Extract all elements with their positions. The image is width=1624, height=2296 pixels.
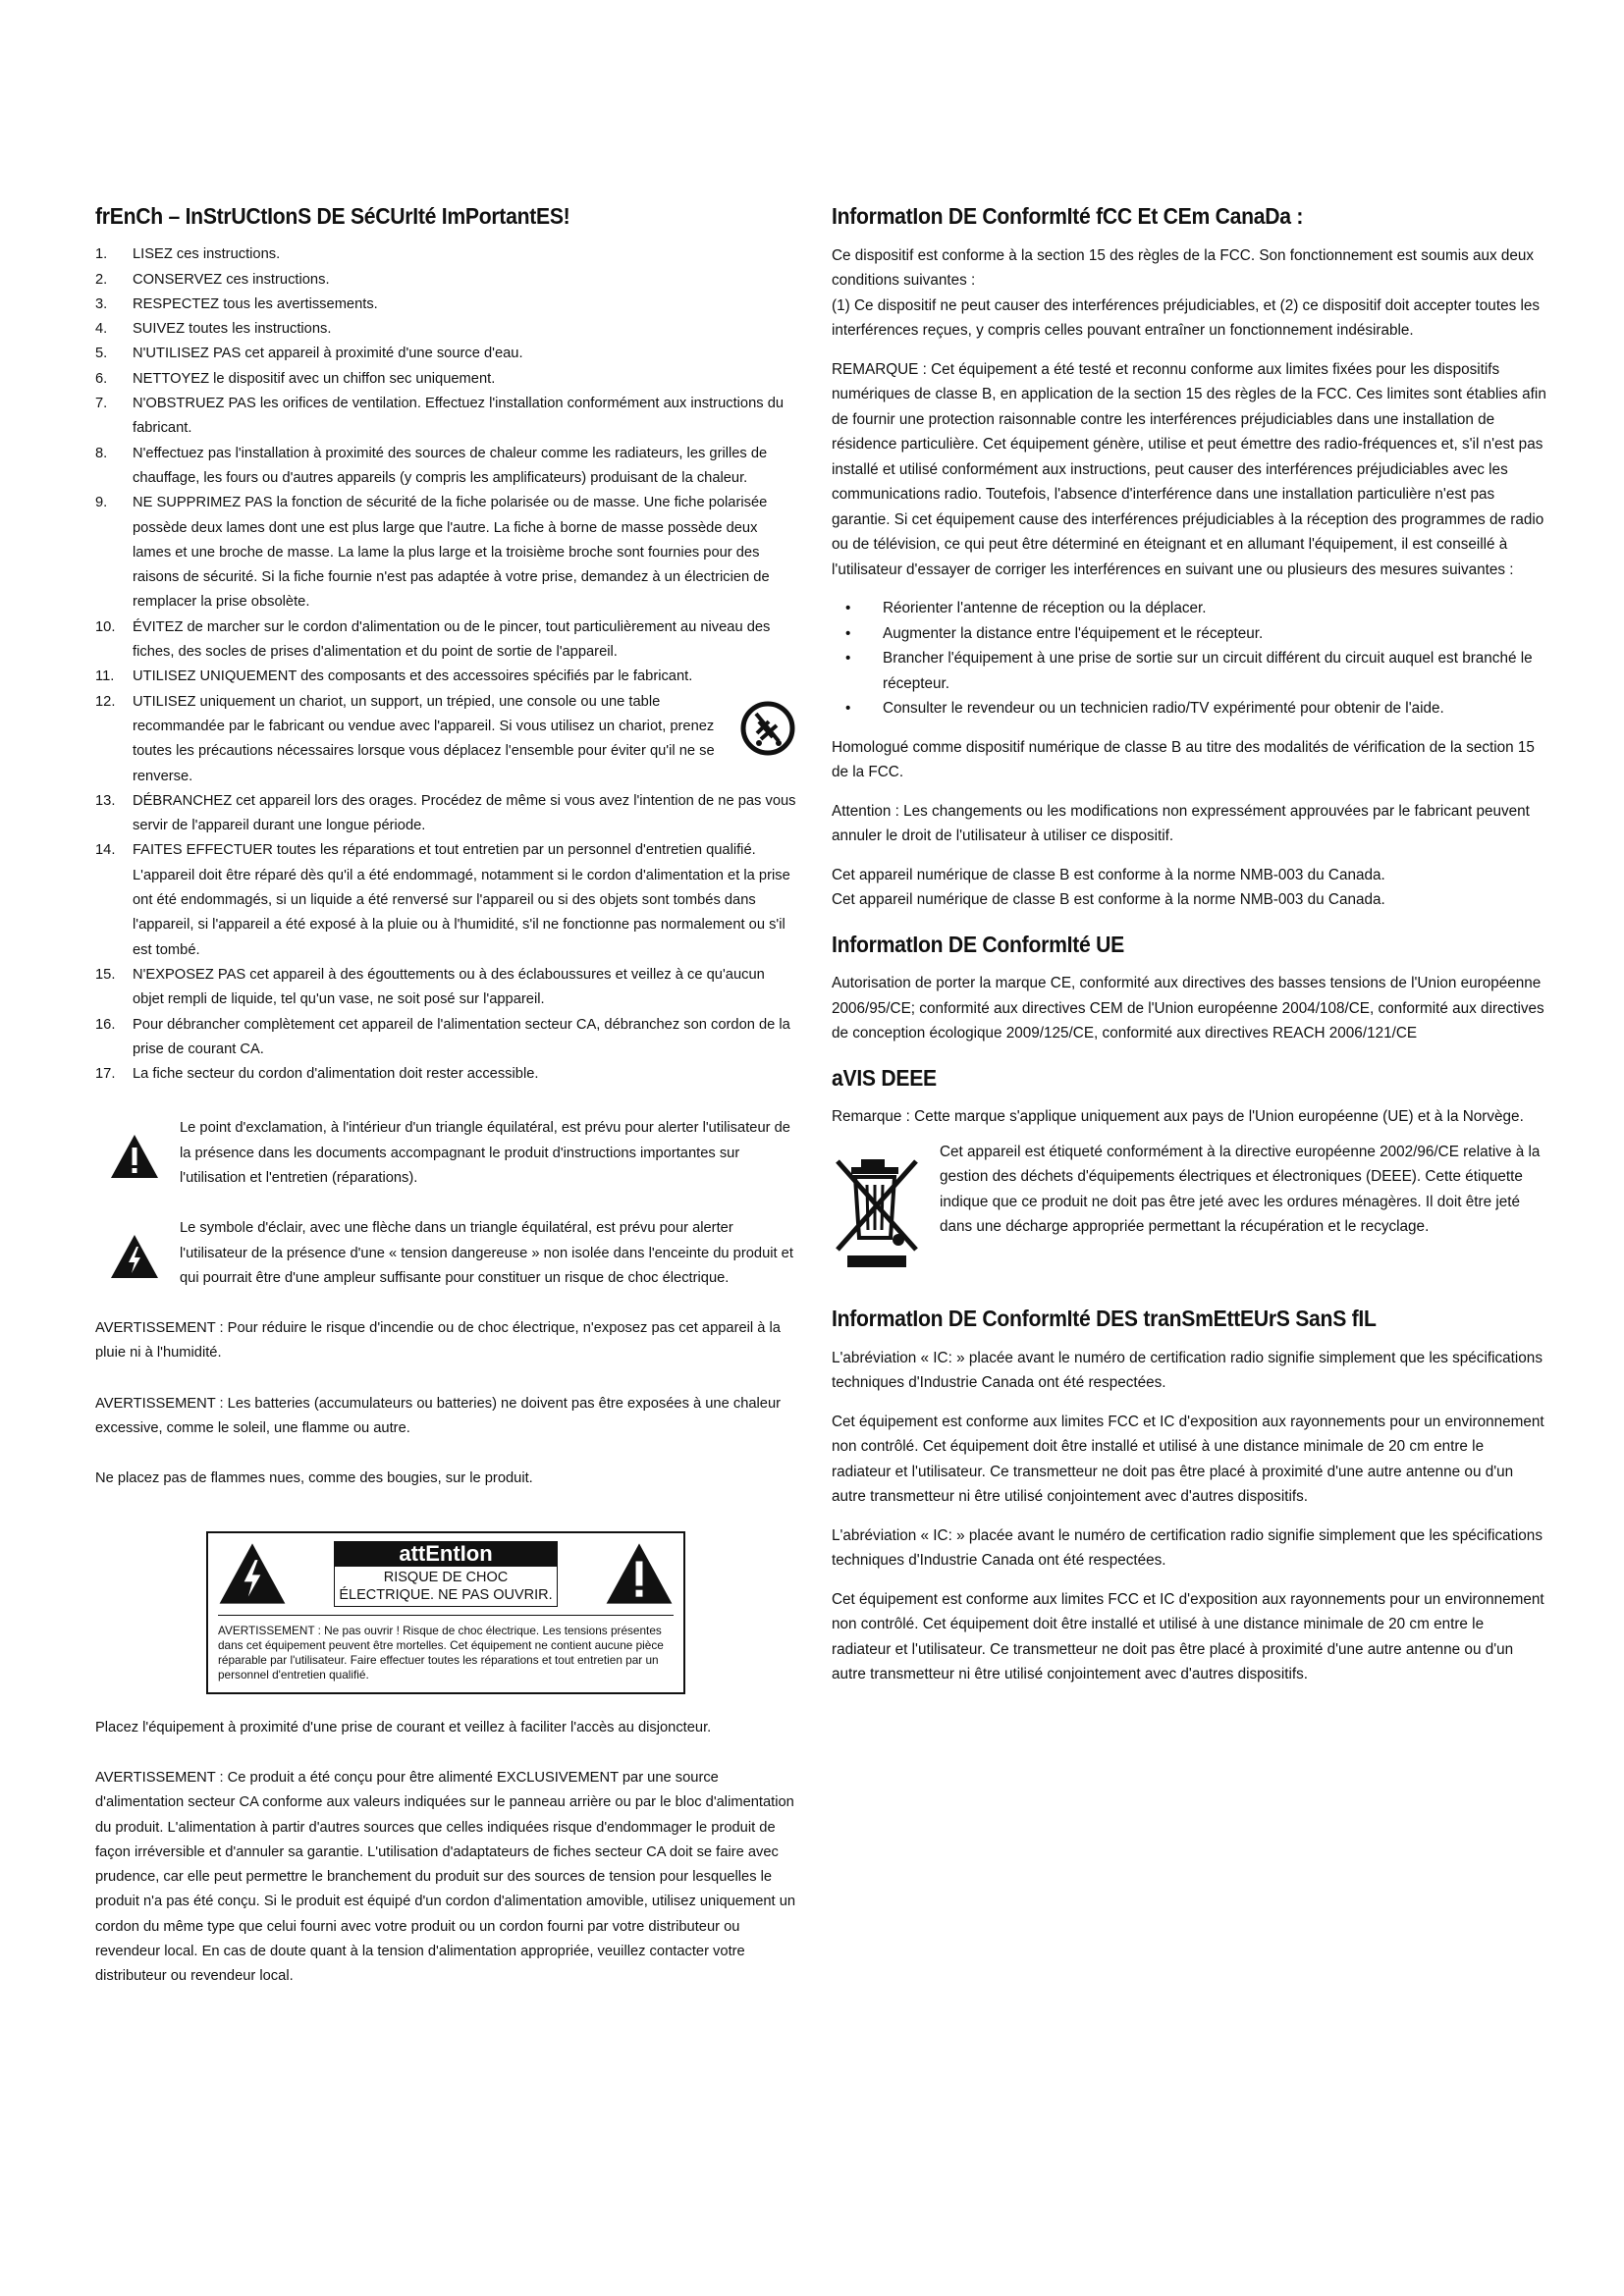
- radio-title: InformatIon DE ConformIté DES tranSmEttEUrS SanS fIL: [832, 1306, 1377, 1331]
- lightning-triangle-icon: [218, 1542, 287, 1605]
- caution-label: attEntIon RISQUE DE CHOC ÉLECTRIQUE. NE PAS OUVRIR. AVERTISSEMENT : Ne pas ouvrir ! Risque de choc électrique. Les tensions présentes dans cet équipement peuvent être mortelles. Cet équipement ne contient aucune pièce réparable par l'utilisateur. Faire effectuer toutes les réparations et tout entretien par un personnel d'entretien qualifié.: [206, 1531, 685, 1694]
- exclamation-triangle-icon: [605, 1542, 674, 1605]
- list-item: • Brancher l'équipement à une prise de sortie sur un circuit différent du circuit auquel est branché le récepteur.: [845, 650, 1533, 692]
- caution-heading: attEntIon: [334, 1541, 558, 1567]
- measures-list: [832, 596, 1546, 721]
- deee-title: aVIS DEEE: [832, 1064, 937, 1091]
- list-item: 6. NETTOYEZ le dispositif avec un chiffon sec uniquement.: [95, 370, 496, 387]
- cart-tip-over-icon: [739, 700, 796, 757]
- list-item: • Réorienter l'antenne de réception ou la déplacer.: [845, 600, 1207, 616]
- list-item: 15. N'EXPOSEZ PAS cet appareil à des égouttements ou à des éclaboussures et veillez à ce qu'aucun objet rempli de liquide, tel qu'un vase, ne soit posé sur l'appareil.: [95, 966, 765, 1008]
- safety-list: [95, 242, 796, 1087]
- list-item: 11. UTILISEZ UNIQUEMENT des composants et des accessoires spécifiés par le fabricant.: [95, 668, 693, 685]
- list-item: 9. NE SUPPRIMEZ PAS la fonction de sécurité de la fiche polarisée ou de masse. Une fiche polarisée possède deux lames dont une est plus large que l'autre. La fiche à borne de masse possède deux lames et une broche de masse. La lame la plus large et la troisième broche sont fournies pour des raisons de sécurité. Si la fiche fournie n'est pas adaptée à votre prise, demandez à un électricien de remplacer la prise obsolète.: [95, 495, 770, 611]
- lightning-notice: Le symbole d'éclair, avec une flèche dans un triangle équilatéral, est prévu pour alerter l'utilisateur de la présence d'une « tension dangereuse » non isolée dans l'enceinte du produit et qui pourrait être d'une ampleur suffisante pour constituer un risque de choc électrique.: [95, 1216, 796, 1291]
- lightning-triangle-icon: [110, 1234, 159, 1279]
- list-item: 3. RESPECTEZ tous les avertissements.: [95, 295, 378, 312]
- list-item: 5. N'UTILISEZ PAS cet appareil à proximité d'une source d'eau.: [95, 346, 523, 362]
- outlet-note: Placez l'équipement à proximité d'une prise de courant et veillez à faciliter l'accès au disjoncteur.: [95, 1719, 712, 1735]
- fcc-title: InformatIon DE ConformIté fCC Et CEm CanaDa :: [832, 203, 1304, 229]
- list-item: 16. Pour débrancher complètement cet appareil de l'alimentation secteur CA, débranchez son cordon de la prise de courant CA.: [95, 1016, 790, 1057]
- list-item: 2. CONSERVEZ ces instructions.: [95, 271, 330, 288]
- list-item: 8. N'effectuez pas l'installation à proximité des sources de chaleur comme les radiateurs, les grilles de chauffage, les fours ou d'autres appareils (y compris les amplificateurs) produisant de la chaleur.: [95, 445, 768, 486]
- list-item: • Consulter le revendeur ou un technicien radio/TV expérimenté pour obtenir de l'aide.: [845, 700, 1444, 717]
- list-item: 1. LISEZ ces instructions.: [95, 246, 281, 263]
- list-item: 13. DÉBRANCHEZ cet appareil lors des orages. Procédez de même si vous avez l'intention de ne pas vous servir de l'appareil durant une longue période.: [95, 792, 796, 834]
- exclamation-triangle-icon: [110, 1134, 159, 1179]
- warning-power: AVERTISSEMENT : Ce produit a été conçu pour être alimenté EXCLUSIVEMENT par une source d'alimentation secteur CA conforme aux valeurs indiquées sur le panneau arrière ou par le bloc d'alimentation du produit. L'alimentation à partir d'autres sources que celles indiquées risque d'endommager le produit de façon irréversible et d'annuler sa garantie. L'utilisation d'adaptateurs de fiches secteur CA doit se faire avec prudence, car elle peut permettre le branchement du produit sur des sources de tension pour lesquelles le produit n'a pas été conçu. Si le produit est équipé d'un cordon d'alimentation amovible, utilisez uniquement un cordon du même type que celui fourni avec votre produit ou un cordon fourni par votre distributeur ou revendeur local. En cas de doute quant à la tension d'alimentation appropriée, veuillez contacter votre distributeur ou revendeur local.: [95, 1769, 796, 1985]
- warning-flames: Ne placez pas de flammes nues, comme des bougies, sur le produit.: [95, 1470, 533, 1487]
- left-column: [95, 204, 796, 1990]
- list-item: 14. FAITES EFFECTUER toutes les réparations et tout entretien par un personnel d'entretien qualifié. L'appareil doit être réparé dès qu'il a été endommagé, notamment si le cordon d'alimentation et la prise ont été endommagés, si un liquide a été renversé sur l'appareil ou si des objets sont tombés dans l'appareil, si l'appareil a été exposé à la pluie ou à l'humidité, s'il ne fonctionne pas normalement ou s'il est tombé.: [95, 842, 790, 958]
- caution-footer: AVERTISSEMENT : Ne pas ouvrir ! Risque de choc électrique. Les tensions présentes dans cet équipement peuvent être mortelles. Cet équipement ne contient aucune pièce réparable par l'utilisateur. Faire effectuer toutes les réparations et tout entretien par un personnel d'entretien qualifié.: [218, 1623, 664, 1682]
- list-item: • Augmenter la distance entre l'équipement et le récepteur.: [845, 624, 1264, 642]
- warning-batteries: AVERTISSEMENT : Les batteries (accumulateurs ou batteries) ne doivent pas être exposées à une chaleur excessive, comme le soleil, une flamme ou autre.: [95, 1395, 782, 1437]
- ue-title: InformatIon DE ConformIté UE: [832, 931, 1124, 957]
- exclamation-notice: Le point d'exclamation, à l'intérieur d'un triangle équilatéral, est prévu pour alerter l'utilisateur de la présence dans les documents accompagnant le produit d'instructions importantes sur l'utilisation et l'entretien (réparations).: [95, 1116, 796, 1191]
- list-item: 12. UTILISEZ uniquement un chariot, un support, un trépied, une console ou une table recommandée par le fabricant ou vendue avec l'appareil. Si vous utilisez un chariot, prenez toutes les précautions nécessaires lorsque vous déplacez l'ensemble pour éviter qu'il ne se renverse.: [95, 690, 796, 789]
- list-item: 17. La fiche secteur du cordon d'alimentation doit rester accessible.: [95, 1066, 539, 1083]
- right-column: InformatIon DE ConformIté fCC Et CEm CanaDa : Ce dispositif est conforme à la section 15 des règles de la FCC. Son fonctionnement est soumis aux deux conditions suivantes : (1) Ce dispositif ne peut causer des interférences préjudiciables, et (2) ce dispositif doit accepter toutes les interférences reçues, y compris celles pouvant entraîner un fonctionnement indésirable. REMARQUE : Cet équipement a été testé et reconnu conforme aux limites fixées pour les dispositifs numériques de classe B, en application de la section 15 des règles de la FCC. Ces limites sont établies afin de fournir une protection raisonnable contre les interférences préjudiciables dans une installation de résidence particulière. Cet équipement génère, utilise et peut émettre des radio-fréquences et, s'il n'est pas installé et utilisé conformément aux instructions, peut causer des interférences préjudiciables avec les communications radio. Toutefois, l'absence d'interférence dans une installation particulière n'est pas garantie. Si cet équipement cause des interférences préjudiciables à la réception des programmes de radio ou de télévision, ce qui peut être déterminé en éteignant et en allumant l'équipement, il est conseillé à l'utilisateur d'essayer de corriger les interférences en suivant une ou plusieurs des mesures suivantes : • Réorienter l'antenne de réception ou la déplacer. • Augmenter la distance entre l'équipement et le récepteur. • Brancher l'équipement à une prise de sortie sur un circuit différent du circuit auquel est branché le récepteur. • Consulter le revendeur ou un technicien radio/TV expérimenté pour obtenir de l'aide. Homologué comme dispositif numérique de classe B au titre des modalités de vérification de la section 15 de la FCC. Attention : Les changements ou les modifications non expressément approuvées par le fabricant peuvent annuler le droit de l'utilisateur à utiliser ce dispositif. Cet appareil numérique de classe B est conforme à la norme NMB-003 du Canada. Cet appareil numérique de classe B est conforme à la norme NMB-003 du Canada. InformatIon DE ConformIté UE Autorisation de porter la marque CE, conformité aux directives des basses tensions de l'Union européenne 2006/95/CE; conformité aux directives CEM de l'Union européenne 2004/108/CE, conformité aux directives de conception écologique 2009/125/CE, conformité aux directives REACH 2006/121/CE aVIS DEEE Remarque : Cette marque s'applique uniquement aux pays de l'Union européenne (UE) et à la Norvège. Cet appareil est étiqueté conformément à la directive européenne 2002/96/CE relative à la gestion des déchets d'équipements électriques et électroniques (DEEE). Cette étiquette indique que ce produit ne doit pas être jeté avec les ordures ménagères. Il doit être jeté dans une décharge appropriée permettant la récupération et le recyclage. InformatIon DE ConformIté DES tranSmEttEUrS SanS fIL L'abréviation « IC: » placée avant le numéro de certification radio signifie simplement que les spécifications techniques d'Industrie Canada ont été respectées. Cet équipement est conforme aux limites FCC et IC d'exposition aux rayonnements pour un environnement non contrôlé. Cet équipement doit être installé et utilisé à une distance minimale de 20 cm entre le radiateur et l'utilisateur. Ce transmetteur ne doit pas être placé à proximité d'une autre antenne ou d'un autre transmetteur ni être utilisé conjointement avec d'autres dispositifs. L'abréviation « IC: » placée avant le numéro de certification radio signifie simplement que les spécifications techniques d'Industrie Canada ont été respectées. Cet équipement est conforme aux limites FCC et IC d'exposition aux rayonnements pour un environnement non contrôlé. Cet équipement doit être installé et utilisé à une distance minimale de 20 cm entre le radiateur et l'utilisateur. Ce transmetteur ne doit pas être placé à proximité d'une autre antenne ou d'un autre transmetteur ni être utilisé conjointement avec d'autres dispositifs.: [832, 203, 1546, 1682]
- list-item: 7. N'OBSTRUEZ PAS les orifices de ventilation. Effectuez l'installation conformément aux instructions du fabricant.: [95, 396, 785, 437]
- warning-rain: AVERTISSEMENT : Pour réduire le risque d'incendie ou de choc électrique, n'exposez pas cet appareil à la pluie ni à l'humidité.: [95, 1320, 781, 1362]
- crossed-bin-icon: [832, 1153, 926, 1271]
- list-item: 4. SUIVEZ toutes les instructions.: [95, 321, 332, 338]
- weee-notice: Cet appareil est étiqueté conformément à la directive européenne 2002/96/CE relative à la gestion des déchets d'équipements électriques et électroniques (DEEE). Cette étiquette indique que ce produit ne doit pas être jeté avec les ordures ménagères. Il doit être jeté dans une décharge appropriée permettant la récupération et le recyclage.: [832, 1140, 1546, 1280]
- safety-title: frEnCh – InStrUCtIonS DE SéCUrIté ImPortantES!: [95, 203, 570, 229]
- list-item: 10. ÉVITEZ de marcher sur le cordon d'alimentation ou de le pincer, tout particulièrement au niveau des fiches, des socles de prises d'alimentation et du point de sortie de l'appareil.: [95, 618, 771, 661]
